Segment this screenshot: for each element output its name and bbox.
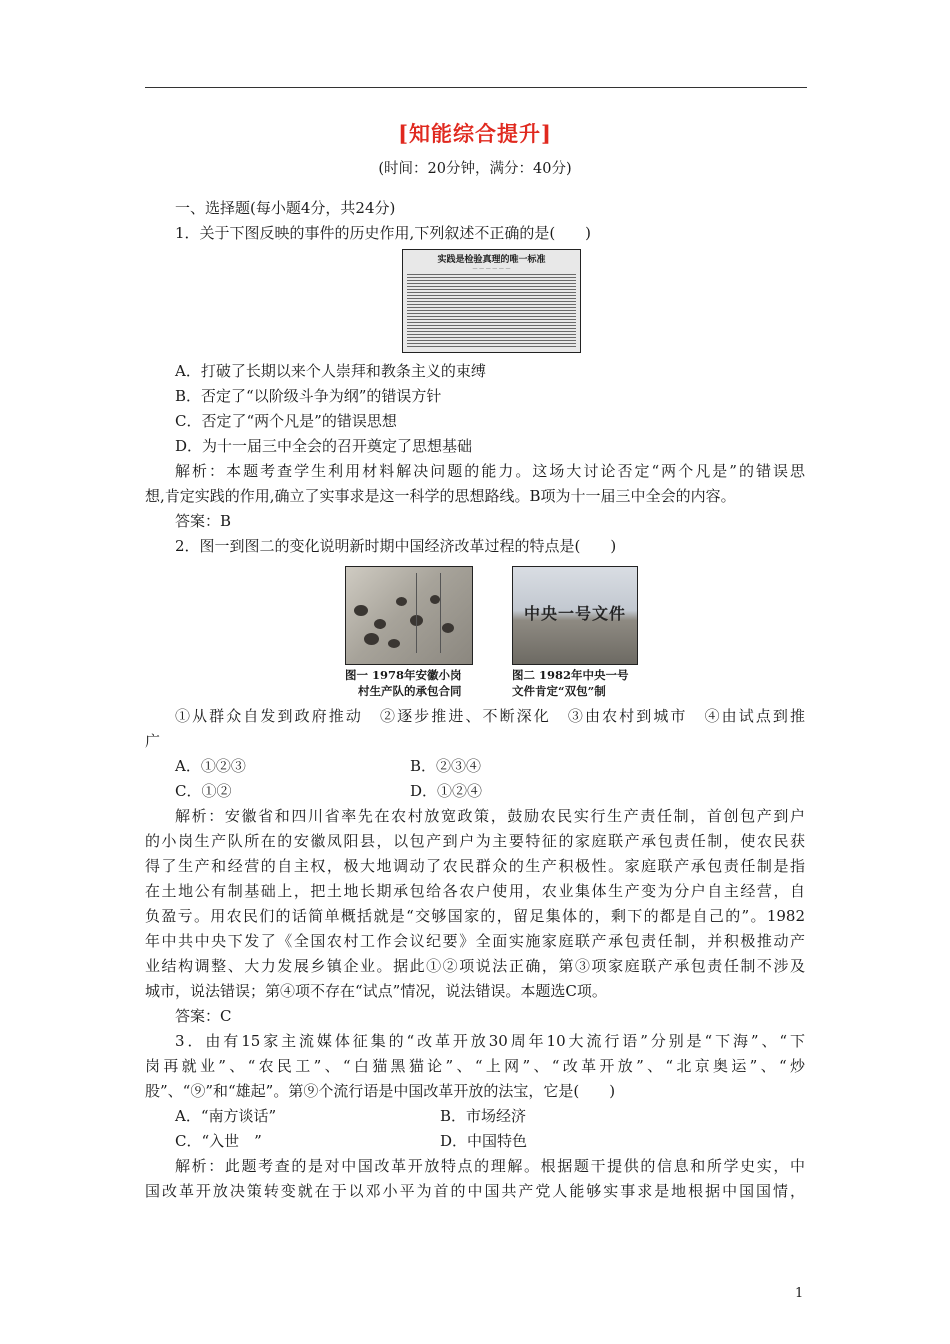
page-number: 1 [795,1286,804,1301]
q2-analysis-line: 的小岗生产队所在的安徽凤阳县，以包产到户为主要特征的家庭联产承包责任制，使农民获 [145,832,805,850]
q2-analysis-line: 城市，说法错误；第④项不存在“试点”情况，说法错误。本题选C项。 [145,982,607,1000]
q2-analysis-line: 在土地公有制基础上，把土地长期承包给各农户使用，农业集体生产变为分户自主经营，自 [145,882,805,900]
q1-option-d: D．为十一届三中全会的召开奠定了思想基础 [175,437,473,455]
q2-option-c: C．①② [175,782,232,800]
q3-stem-line: 3．由有15家主流媒体征集的“改革开放30周年10大流行语”分别是“下海”、“下 [175,1032,805,1050]
q2-option-d: D．①②④ [410,782,483,800]
q2-figure2-caption-line: 文件肯定“双包”制 [512,684,606,698]
q1-analysis-line: 解析：本题考查学生利用材料解决问题的能力。这场大讨论否定“两个凡是”的错误思 [175,462,805,480]
q1-newspaper-columns [407,274,576,348]
q1-newspaper-image [402,249,581,353]
q3-stem-line: 岗再就业”、“农民工”、“白猫黑猫论”、“上网”、“改革开放”、“北京奥运”、“炒 [145,1057,805,1075]
q2-figure2-caption-line: 图二 1982年中央一号 [512,668,629,682]
q2-analysis-line: 年中共中央下发了《全国农村工作会议纪要》全面实施家庭联产承包责任制，并积极推动产 [145,932,805,950]
q2-stem: 2．图一到图二的变化说明新时期中国经济改革过程的特点是( ) [175,537,617,555]
q1-option-c: C．否定了“两个凡是”的错误思想 [175,412,397,430]
q2-analysis-line: 解析：安徽省和四川省率先在农村放宽政策，鼓励农民实行生产责任制，首创包产到户 [175,807,805,825]
q2-statements: ①从群众自发到政府推动 ②逐步推进、不断深化 ③由农村到城市 ④由试点到推 [175,707,805,725]
q1-option-a: A．打破了长期以来个人崇拜和教条主义的束缚 [175,362,486,380]
q1-stem: 1．关于下图反映的事件的历史作用,下列叙述不正确的是( ) [175,224,592,242]
q1-analysis-line: 想,肯定实践的作用,确立了实事求是这一科学的思想路线。B项为十一届三中全会的内容。 [145,487,736,505]
page-title: [知能综合提升] [398,121,552,146]
q1-answer: 答案：B [175,512,232,530]
q2-figure1-caption-line: 图一 1978年安徽小岗 [345,668,462,682]
q2-figure2-document-photo [512,566,638,665]
q2-answer: 答案：C [175,1007,232,1025]
q2-option-b: B．②③④ [410,757,482,775]
q3-stem-line: 股”、“⑨”和“雄起”。第⑨个流行语是中国改革开放的法宝，它是( ) [145,1082,616,1100]
q1-newspaper-headline: 实践是检验真理的唯一标准 [437,255,546,265]
q1-option-b: B．否定了“以阶级斗争为纲”的错误方针 [175,387,442,405]
page-subtitle: (时间：20分钟，满分：40分) [378,161,572,177]
header-rule [145,87,807,88]
q2-figure1-contract-photo [345,566,473,665]
q3-option-b: B．市场经济 [440,1107,527,1125]
q2-figure2-banner: 中央一号文件 [523,604,626,623]
q3-option-d: D．中国特色 [440,1132,528,1150]
q2-analysis-line: 得了生产和经营的自主权，极大地调动了农民群众的生产积极性。家庭联产承包责任制是指 [145,857,805,875]
q2-statements-cont: 广 [145,732,161,750]
q3-analysis-line: 解析：此题考查的是对中国改革开放特点的理解。根据题干提供的信息和所学史实，中 [175,1157,805,1175]
q2-analysis-line: 业结构调整、大力发展乡镇企业。据此①②项说法正确，第③项家庭联产承包责任制不涉及 [145,957,805,975]
q3-option-a: A．“南方谈话” [175,1107,277,1125]
q2-figure1-caption-line: 村生产队的承包合同 [358,684,462,698]
q2-option-a: A．①②③ [175,757,246,775]
q3-option-c: C．“入世 ” [175,1132,262,1150]
q3-analysis-line: 国改革开放决策转变就在于以邓小平为首的中国共产党人能够实事求是地根据中国国情， [145,1182,805,1200]
q1-newspaper-byline: — — — — — — [472,266,511,272]
q2-analysis-line: 负盈亏。用农民们的话简单概括就是“交够国家的，留足集体的，剩下的都是自己的”。1982 [145,907,805,925]
section-heading: 一、选择题(每小题4分，共24分) [175,199,396,217]
